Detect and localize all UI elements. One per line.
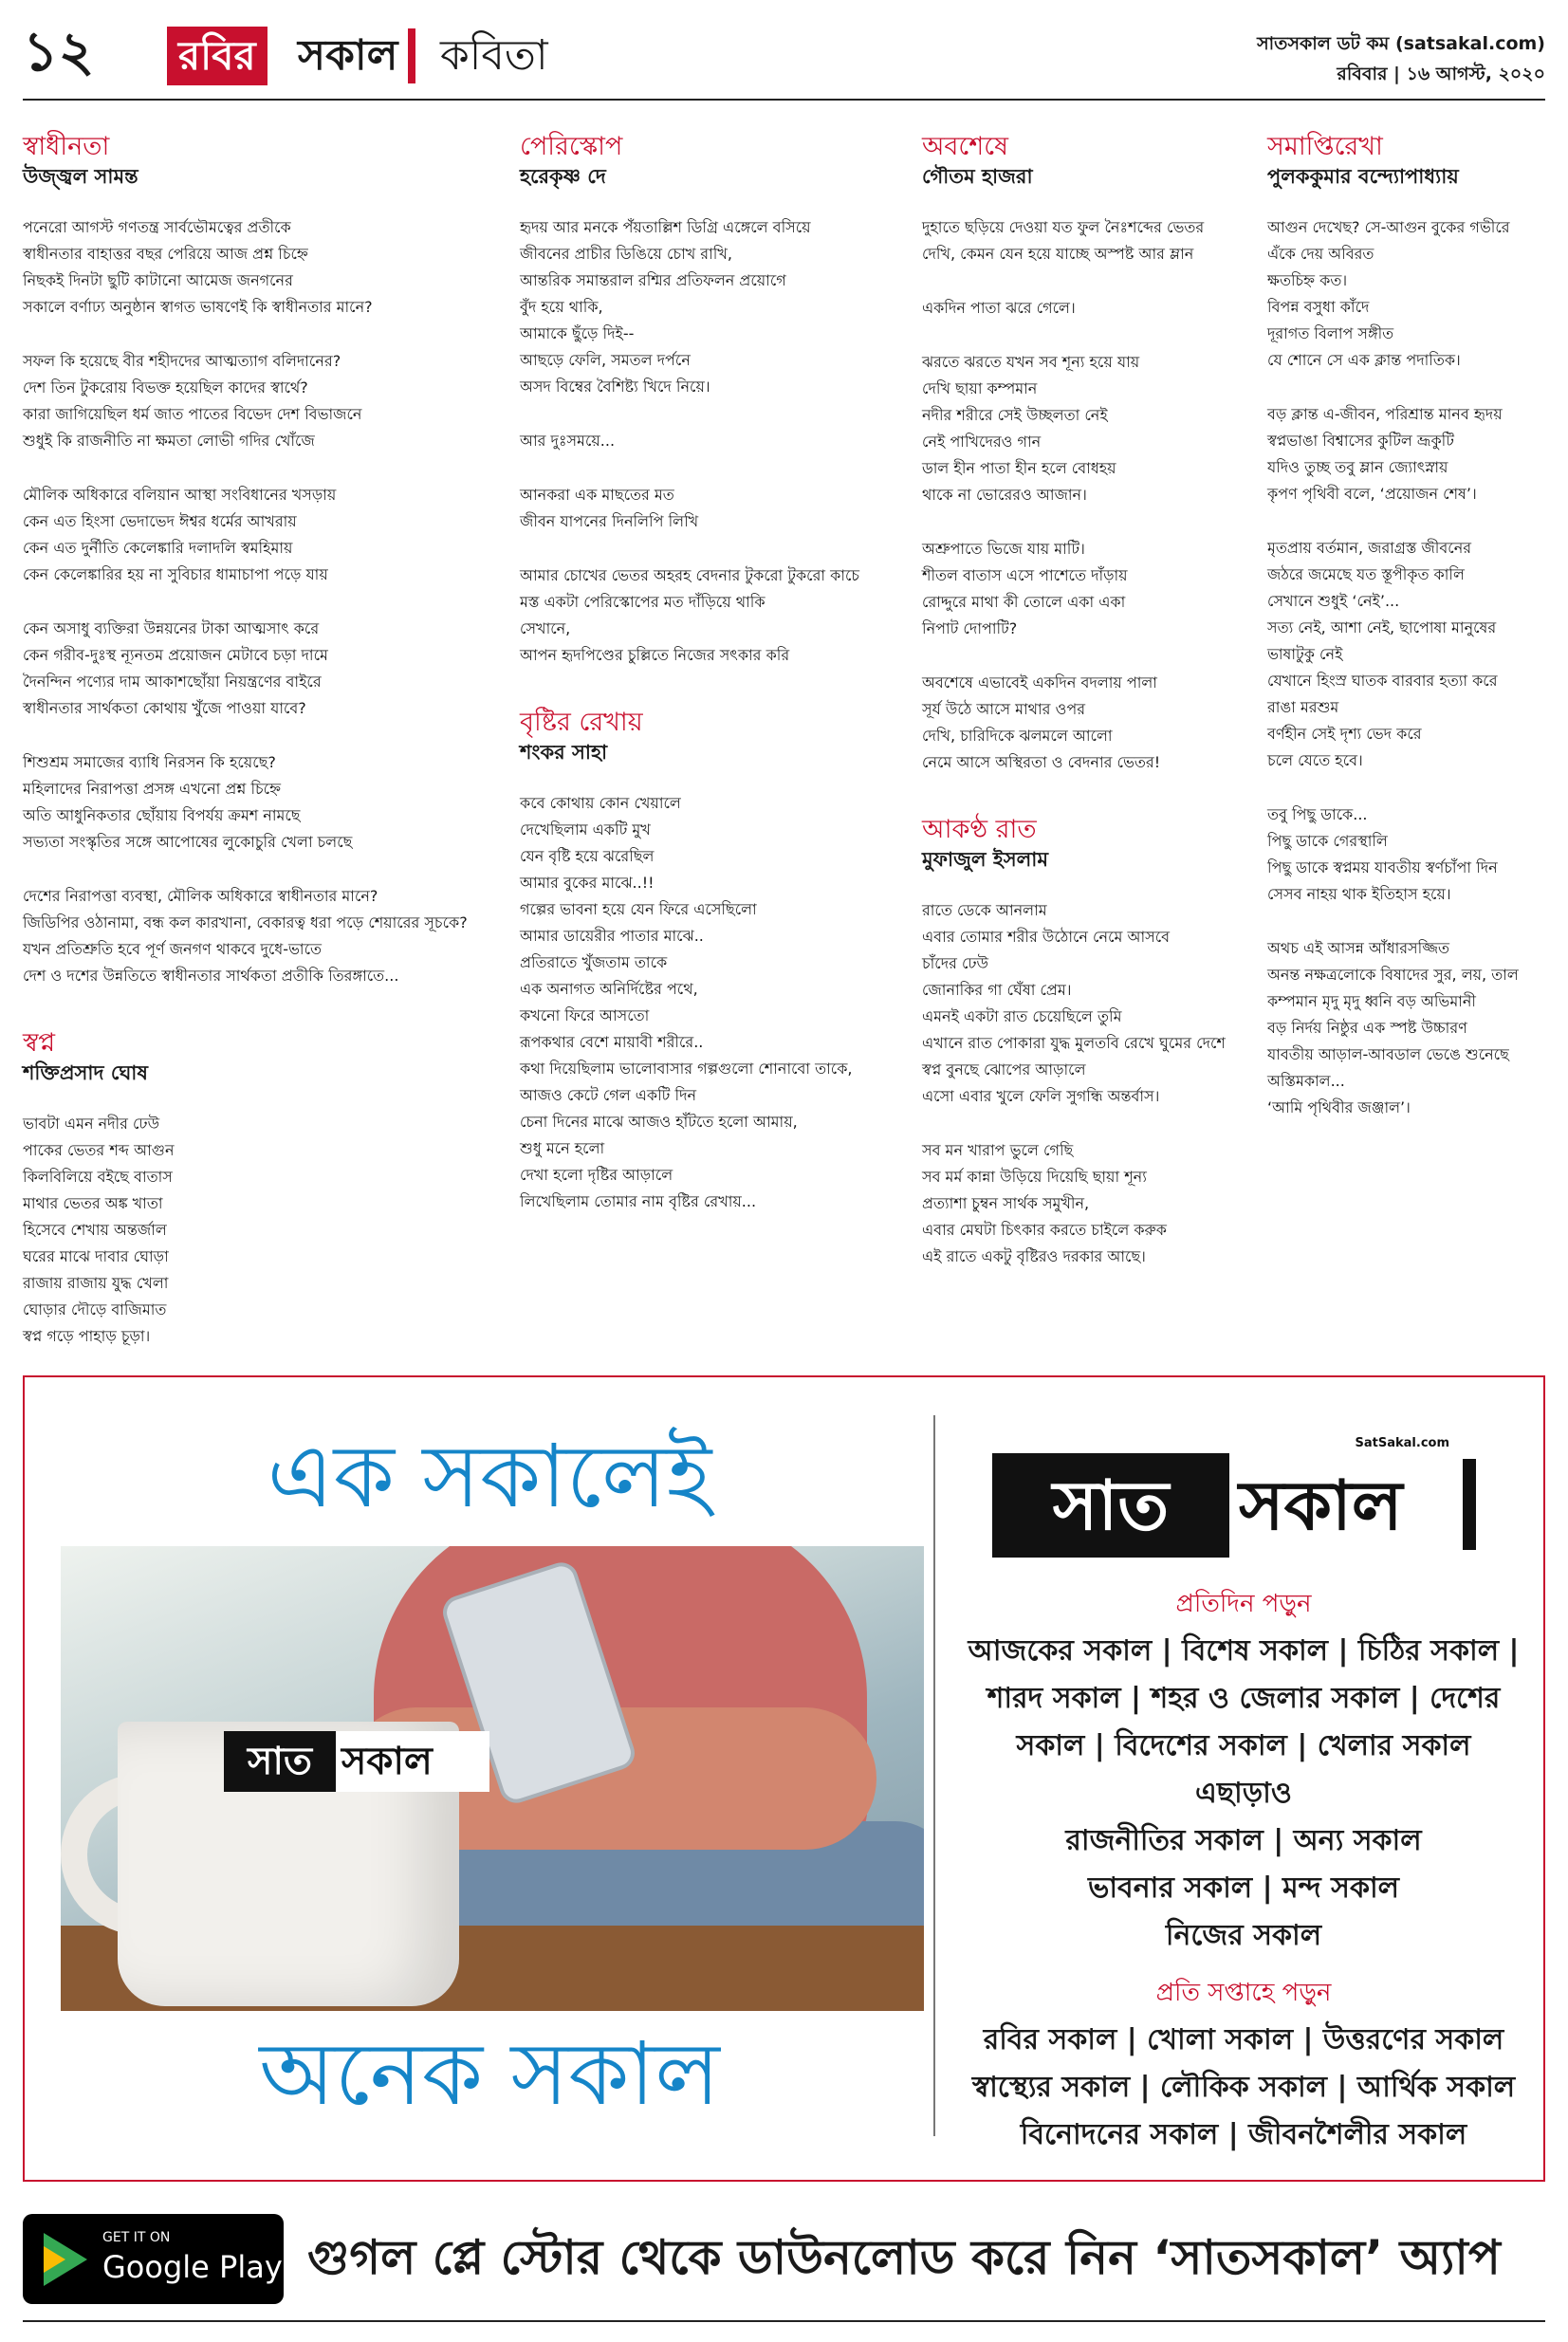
section-list-line: বিনোদনের সকাল | জীবনশৈলীর সকাল (1020, 2118, 1467, 2151)
poem-line: সব মন খারাপ ভুলে গেছি (922, 1141, 1074, 1159)
poem-author: গৌতম হাজরা (922, 165, 1033, 188)
poem-line: ঝরতে ঝরতে যখন সব শূন্য হয়ে যায় (922, 353, 1140, 371)
poem-line: কিলবিলিয়ে বইছে বাতাস (23, 1168, 173, 1186)
badge-big-text: Google Play (102, 2249, 283, 2285)
poem-line: থাকে না ভোরেরও আজান। (922, 486, 1087, 504)
poem-line: জীবনের প্রাচীর ডিঙিয়ে চোখ রাখি, (520, 245, 732, 263)
poem-line: পিছু ডাকে গেরস্থালি (1267, 832, 1388, 850)
poem-line: আনকরা এক মাছতের মত (520, 486, 674, 504)
poem-title: স্বপ্ন (23, 1028, 56, 1058)
poem-column-3 (922, 131, 1273, 1308)
poem-stanza (23, 214, 374, 321)
satsakal-advertisement (23, 1375, 1545, 2182)
poem-line: নিছকই দিনটা ছুটি কাটানো আমেজ জনগনের (23, 271, 293, 289)
section-list-line: সকাল | বিদেশের সকাল | খেলার সকাল (1016, 1729, 1471, 1762)
poem-stanza (1267, 535, 1568, 774)
poem-line: কৃপণ পৃথিবী বলে, ‘প্রয়োজন শেষ’। (1267, 485, 1477, 503)
poem-line: বর্ণহীন সেই দৃশ্য ভেদ করে (1267, 725, 1422, 743)
poem-stanza (23, 482, 374, 588)
coffee-phone-photo (61, 1546, 924, 2011)
poem-line: স্বপ্ন বুনছে ঝোপের আড়ালে (922, 1060, 1086, 1079)
ad-divider (933, 1415, 935, 2136)
poem-line: স্বাধীনতার সার্থকতা কোথায় খুঁজে পাওয়া যাবে? (23, 699, 306, 717)
poem-stanza (520, 428, 871, 454)
poem-line: চলে যেতে হবে। (1267, 751, 1363, 769)
poem-title: পেরিস্কোপ (520, 132, 623, 161)
poem-line: ‘আমি পৃথিবীর জঞ্জাল’। (1267, 1098, 1411, 1116)
download-app-text: গুগল প্লে স্টোর থেকে ডাউনলোড করে নিন ‘সাতসকাল’ অ্যাপ (307, 2230, 1501, 2285)
poem-line: আর দুঃসময়ে... (520, 432, 616, 450)
poem-stanza (1267, 802, 1568, 908)
poem-title: আকণ্ঠ রাত (922, 815, 1037, 844)
poem-line: পাকের ভেতর শব্দ আগুন (23, 1141, 175, 1159)
poem-line: ঘরের মাঝে দাবার ঘোড়া (23, 1247, 169, 1265)
poem (922, 814, 1273, 1270)
poem-author: উজ্জ্বল সামন্ত (23, 165, 138, 188)
poem-line: ক্ষতচিহ্ন কত। (1267, 271, 1348, 289)
poem-title: অবশেষে (922, 132, 1008, 161)
poem-line: পনেরো আগস্ট গণতন্ত্র সার্বভৌমত্বের প্রতীকে (23, 218, 291, 236)
poem-line: শিশুশ্রম সমাজের ব্যাধি নিরসন কি হয়েছে? (23, 753, 276, 771)
poem-line: আমার ডায়েরীর পাতার মাঝে.. (520, 927, 704, 945)
poem-line: স্বপ্নভাঙা বিশ্বাসের কুটিল ভ্রূকুটি (1267, 432, 1454, 450)
section-list-line: রাজনীতির সকাল | অন্য সকাল (1065, 1824, 1422, 1857)
poem-line: এই রাতে একটু বৃষ্টিরও দরকার আছে। (922, 1247, 1146, 1265)
poem-line: আমার চোখের ভেতর অহরহ বেদনার টুকরো টুকরো কাচে (520, 566, 860, 584)
poem-line: যখন প্রতিশ্রুতি হবে পূর্ণ জনগণ থাকবে দুধে-ভাতে (23, 940, 323, 958)
mug-logo-black: সাত (224, 1731, 336, 1792)
poem-line: সভ্যতা সংস্কৃতির সঙ্গে আপোষের লুকোচুরি খেলা চলছে (23, 833, 353, 851)
poem-author: হরেকৃষ্ণ দে (520, 165, 606, 188)
poem-line: বুঁদ হয়ে থাকি, (520, 298, 603, 316)
poem-line: বিপন্ন বসুধা কাঁদে (1267, 298, 1370, 316)
poem-line: সেসব নাহয় থাক ইতিহাস হয়ে। (1267, 885, 1451, 903)
poem-line: অথচ এই আসন্ন আঁধারসজ্জিত (1267, 939, 1449, 957)
poem-line: বড় নির্দয় নিষ্ঠুর এক স্পষ্ট উচ্চারণ (1267, 1019, 1467, 1037)
poem-line: অশ্রুপাতে ভিজে যায় মাটি। (922, 540, 1085, 558)
poem (520, 707, 871, 1215)
poem-stanza (23, 749, 374, 856)
poem-line: লিখেছিলাম তোমার নাম বৃষ্টির রেখায়... (520, 1192, 757, 1210)
poem-line: একদিন পাতা ঝরে গেলে। (922, 299, 1076, 317)
poem-title: বৃষ্টির রেখায় (520, 708, 643, 737)
poem-line: সব মর্ম কান্না উড়িয়ে দিয়েছি ছায়া শূন্য (922, 1168, 1147, 1186)
weekly-heading: প্রতি সপ্তাহে পড়ুন (1155, 1979, 1332, 2007)
poem-line: দেখি ছায়া কম্পমান (922, 379, 1038, 397)
poem-line: হৃদয় আর মনকে পঁয়তাল্লিশ ডিগ্রি এঙ্গেলে বসিয়ে (520, 218, 811, 236)
poem-line: সফল কি হয়েছে বীর শহীদদের আত্মত্যাগ বলিদানের? (23, 352, 341, 370)
poem-author: পুলককুমার বন্দ্যোপাধ্যায় (1267, 165, 1459, 188)
poem-line: দেশ তিন টুকরোয় বিভক্ত হয়েছিল কাদের স্বার্থে? (23, 378, 308, 396)
poem-line: আপন হৃদপিণ্ডের চুল্লিতে নিজের সৎকার করি (520, 646, 790, 664)
logo-url: SatSakal.com (1355, 1436, 1449, 1450)
poem-line: এক অনাগত অনির্দিষ্টের পথে, (520, 980, 698, 998)
poem-line: সেখানে, (520, 619, 571, 637)
poem-line: নদীর শরীরে সেই উচ্ছলতা নেই (922, 406, 1108, 424)
poem-line: কেন এত দুর্নীতি কেলেঙ্কারি দলাদলি স্বমহিমায় (23, 539, 293, 557)
poem-line: প্রতিরাতে খুঁজতাম তাকে (520, 953, 668, 971)
poem-stanza (520, 790, 871, 1215)
logo-bar (1463, 1459, 1476, 1550)
poem-line: দূরাগত বিলাপ সঙ্গীত (1267, 324, 1394, 342)
poem-stanza (1267, 401, 1568, 507)
poem-column-4 (1267, 131, 1568, 1159)
ad-headline-bottom: অনেক সকাল (259, 2023, 720, 2125)
poem-column-1 (23, 131, 468, 1388)
poem-column-2 (520, 131, 871, 1253)
poem-line: অবশেষে এভাবেই একদিন বদলায় পালা (922, 673, 1157, 692)
poem-line: এখানে রাত পোকারা যুদ্ধ মুলতবি রেখে ঘুমের দেশে (922, 1034, 1226, 1052)
section-list-line: এছাড়াও (1195, 1777, 1292, 1810)
poem-line: কেন এত হিংসা ভেদাভেদ ঈশ্বর ধর্মের আখরায় (23, 512, 297, 530)
brand-red-box: রবির (167, 27, 267, 85)
poem-line: কারা জাগিয়েছিল ধর্ম জাত পাতের বিভেদ দেশ বিভাজনে (23, 405, 362, 423)
google-play-badge[interactable] (23, 2214, 284, 2304)
poem-line: শুধু মনে হলো (520, 1139, 605, 1157)
page-number: ১২ (23, 19, 95, 83)
poem-line: যাবতীয় আড়াল-আবডাল ভেঙে শুনেছে (1267, 1045, 1509, 1063)
poem-line: যে শোনে সে এক ক্লান্ত পদাতিক। (1267, 351, 1461, 369)
poem-line: জিডিপির ওঠানামা, বন্ধ কল কারখানা, বেকারত্ব ধরা পড়ে শেয়ারের সূচকে? (23, 913, 468, 931)
poem-line: পিছু ডাকে স্বপ্নময় যাবতীয় স্বর্ণচাঁপা দিন (1267, 858, 1498, 876)
poem-stanza (922, 295, 1273, 322)
poem-line: আমাকে ছুঁড়ে দিই-- (520, 324, 635, 342)
poem-line: জঠরে জমেছে যত স্তূপীকৃত কালি (1267, 565, 1465, 583)
header-rule (23, 99, 1545, 101)
poem-line: দেখি, চারিদিকে ঝলমলে আলো (922, 727, 1113, 745)
poem-stanza (520, 482, 871, 535)
daily-heading: প্রতিদিন পড়ুন (1175, 1590, 1312, 1618)
poem-author: শংকর সাহা (520, 741, 608, 764)
poem-stanza (23, 883, 468, 989)
poem-stanza (922, 214, 1273, 267)
poem-line: এবার মেঘটা চিৎকার করতে চাইলে করুক (922, 1221, 1168, 1239)
poem-line: কেন অসাধু ব্যক্তিরা উন্নয়নের টাকা আত্মসাৎ করে (23, 619, 320, 637)
footer-rule (23, 2320, 1545, 2322)
daily-list (950, 1628, 1538, 1960)
poem-line: আন্তরিক সমান্তরাল রশ্মির প্রতিফলন প্রয়োগে (520, 271, 786, 289)
poem-line: ডাল হীন পাতা হীন হলে বোধহয় (922, 459, 1116, 477)
poem-line: জীবন যাপনের দিনলিপি লিখি (520, 512, 699, 530)
poem-line: এঁকে দেয় অবিরত (1267, 245, 1374, 263)
play-store-icon-accent (44, 2246, 65, 2273)
satsakal-logo (992, 1436, 1476, 1558)
poem-line: শীতল বাতাস এসে পাশেতে দাঁড়ায় (922, 566, 1128, 584)
mug-logo (224, 1731, 489, 1792)
poem-line: আমার বুকের মাঝে..!! (520, 874, 655, 892)
poem-stanza (922, 536, 1273, 642)
badge-small-text: GET IT ON (102, 2230, 171, 2245)
poem-stanza (23, 1111, 374, 1350)
poem-line: স্বাধীনতার বাহাত্তর বছর পেরিয়ে আজ প্রশ্ন চিহ্নে (23, 245, 308, 263)
poem-line: মহিলাদের নিরাপত্তা প্রসঙ্গ এখনো প্রশ্ন চিহ্নে (23, 780, 281, 798)
logo-black-part: সাত (992, 1453, 1229, 1558)
poem (922, 131, 1273, 776)
poem-line: তবু পিছু ডাকে... (1267, 805, 1368, 823)
poem-line: অনন্ত নক্ষত্রলোকে বিষাদের সুর, লয়, তাল (1267, 966, 1519, 984)
poem-line: সকালে বর্ণাঢ্য অনুষ্ঠান স্বাগত ভাষণেই কি স্বাধীনতার মানে? (23, 298, 373, 316)
poem-line: রাজায় রাজায় যুদ্ধ খেলা (23, 1274, 169, 1292)
section-list-line: আজকের সকাল | বিশেষ সকাল | চিঠির সকাল | (968, 1634, 1520, 1668)
poem-stanza (520, 214, 871, 400)
photo-mug (118, 1722, 459, 2006)
poem-line: রাঙা মরশুম (1267, 698, 1339, 716)
poem-line: এসো এবার খুলে ফেলি সুগন্ধি অন্তর্বাস। (922, 1087, 1160, 1105)
poem (23, 131, 468, 989)
poem-line: চাঁদের ঢেউ (922, 954, 989, 972)
poem-line: চেনা দিনের মাঝে আজও হাঁটতে হলো আমায়, (520, 1113, 798, 1131)
poem-line: ঘোড়ার দৌড়ে বাজিমাত (23, 1300, 167, 1319)
poem-line: আগুন দেখেছ? সে-আগুন বুকের গভীরে (1267, 218, 1510, 236)
masthead (23, 17, 1545, 93)
poem-line: রাতে ডেকে আনলাম (922, 901, 1047, 919)
brand-divider (408, 28, 415, 83)
poem-line: কখনো ফিরে আসতো (520, 1006, 650, 1024)
section-list-line: নিজের সকাল (1165, 1919, 1322, 1952)
poem-line: দৈনন্দিন পণ্যের দাম আকাশছোঁয়া নিয়ন্ত্রণের বাইরে (23, 673, 322, 691)
poem-stanza (23, 616, 374, 722)
poem-line: যদিও তুচ্ছ তবু ম্লান জ্যোৎস্নায় (1267, 458, 1448, 476)
poem-line: নেমে আসে অস্থিরতা ও বেদনার ভেতর! (922, 753, 1161, 771)
poem-line: আছড়ে ফেলি, সমতল দর্পনে (520, 351, 691, 369)
poem-author: মুফাজুল ইসলাম (922, 848, 1049, 871)
poem-line: রোদ্দুরে মাথা কী তোলে একা একা (922, 593, 1126, 611)
poem-line: গল্পের ভাবনা হয়ে যেন ফিরে এসেছিলো (520, 900, 757, 918)
poem-line: সূর্য উঠে আসে মাথার ওপর (922, 700, 1086, 718)
poem-line: অতি আধুনিকতার ছোঁয়ায় বিপর্যয় ক্রমশ নামছে (23, 806, 301, 824)
poem-line: স্বপ্ন গড়ে পাহাড় চূড়া। (23, 1327, 151, 1345)
poem-stanza (23, 348, 374, 454)
brand-name: সকাল (298, 31, 398, 80)
section-list-line: স্বাস্থ্যের সকাল | লৌকিক সকাল | আর্থিক সকাল (971, 2071, 1516, 2104)
poem-line: নিপাট দোপাটি? (922, 619, 1018, 637)
poem-line: প্রত্যাশা চুম্বন সার্থক সমুখীন, (922, 1194, 1090, 1212)
poem-title: স্বাধীনতা (23, 132, 110, 161)
poem-line: জোনাকির গা ঘেঁষা প্রেম। (922, 981, 1072, 999)
poem-line: শুধুই কি রাজনীতি না ক্ষমতা লোভী গদির খোঁজে (23, 432, 315, 450)
section-list-line: রবির সকাল | খোলা সকাল | উত্তরণের সকাল (983, 2023, 1504, 2056)
site-name: সাতসকাল ডট কম (satsakal.com) (1257, 33, 1545, 54)
poem-line: দেখেছিলাম একটি মুখ (520, 821, 651, 839)
poem-line: সেখানে শুধুই ‘নেই’... (1267, 592, 1400, 610)
poem-stanza (922, 349, 1273, 508)
poem-line: মাথার ভেতর অঙ্ক খাতা (23, 1194, 163, 1212)
section-title: কবিতা (440, 31, 548, 80)
poem-author: শক্তিপ্রসাদ ঘোষ (23, 1061, 148, 1084)
poem-line: দেখি, কেমন যেন হয়ে যাচ্ছে অস্পষ্ট আর ম্লান (922, 245, 1194, 263)
poem-stanza (520, 562, 871, 669)
poem-line: যেন বৃষ্টি হয়ে ঝরেছিল (520, 847, 655, 865)
poem-line: অস্তিমকাল... (1267, 1072, 1345, 1090)
section-list-line: শারদ সকাল | শহর ও জেলার সকাল | দেশের (987, 1682, 1501, 1715)
poem-line: ভাষাটুকু নেই (1267, 645, 1343, 663)
poem-line: ভাবটা এমন নদীর ঢেউ (23, 1115, 160, 1133)
poem-line: কেন কেলেঙ্কারির হয় না সুবিচার ধামাচাপা পড়ে যায় (23, 565, 328, 583)
poem-stanza (922, 1137, 1273, 1270)
poem-line: কথা দিয়েছিলাম ভালোবাসার গল্পগুলো শোনাবো তাকে, (520, 1060, 853, 1078)
poem-line: দুহাতে ছড়িয়ে দেওয়া যত ফুল নৈঃশব্দের ভেতর (922, 218, 1205, 236)
poem-stanza (1267, 214, 1568, 374)
poem-line: দেখা হলো দৃষ্টির আড়ালে (520, 1166, 673, 1184)
weekly-list (950, 2017, 1538, 2159)
section-list-line: ভাবনার সকাল | মন্দ সকাল (1087, 1872, 1400, 1905)
poem-line: রূপকথার বেশে মায়াবী শরীরে.. (520, 1033, 704, 1051)
poem-line: দেশ ও দশের উন্নতিতে স্বাধীনতার সার্থকতা প্রতীকি তিরঙ্গাতে... (23, 967, 399, 985)
poem-line: দেশের নিরাপত্তা ব্যবস্থা, মৌলিক অধিকারে স্বাধীনতার মানে? (23, 887, 378, 905)
poem-line: অসদ বিম্বের বৈশিষ্ট্য খিদে নিয়ে। (520, 378, 710, 396)
poem (520, 131, 871, 669)
poem-stanza (922, 670, 1273, 776)
poem-line: মৌলিক অধিকারে বলিয়ান আস্থা সংবিধানের খসড়ায় (23, 486, 337, 504)
poem-stanza (1267, 935, 1568, 1121)
logo-white-part: সকাল (1239, 1466, 1403, 1545)
poem-line: এমনই একটা রাত চেয়েছিলে তুমি (922, 1007, 1122, 1025)
poem-title: সমাপ্তিরেখা (1267, 132, 1383, 161)
poem-line: কবে কোথায় কোন খেয়ালে (520, 794, 681, 812)
poem-line: সত্য নেই, আশা নেই, ছাপোষা মানুষের (1267, 618, 1497, 636)
poem (23, 1027, 374, 1350)
mug-logo-white: সকাল (341, 1740, 433, 1783)
poem-line: যেখানে হিংস্র ঘাতক বারবার হত্যা করে (1267, 672, 1498, 690)
ad-headline-top: এক সকালেই (267, 1426, 712, 1527)
poem-line: এবার তোমার শরীর উঠোনে নেমে আসবে (922, 928, 1171, 946)
issue-date: রবিবার | ১৬ আগস্ট, ২০২০ (1337, 64, 1545, 84)
poem-line: নেই পাখিদেরও গান (922, 433, 1042, 451)
poem-stanza (922, 897, 1273, 1110)
poem-line: কেন গরীব-দুঃস্থ ন্যূনতম প্রয়োজন মেটাবে চড়া দামে (23, 646, 328, 664)
poem-line: আজও কেটে গেল একটি দিন (520, 1086, 697, 1104)
poem-line: বড় ক্লান্ত এ-জীবন, পরিশ্রান্ত মানব হৃদয় (1267, 405, 1503, 423)
poem (1267, 131, 1568, 1121)
poem-line: মস্ত একটা পেরিস্কোপের মত দাঁড়িয়ে থাকি (520, 593, 766, 611)
poem-line: মৃতপ্রায় বর্তমান, জরাগ্রস্ত জীবনের (1267, 539, 1472, 557)
poem-line: কম্পমান মৃদু মৃদু ধ্বনি বড় অভিমানী (1267, 992, 1477, 1010)
poem-line: হিসেবে শেখায় অন্তর্জাল (23, 1221, 167, 1239)
